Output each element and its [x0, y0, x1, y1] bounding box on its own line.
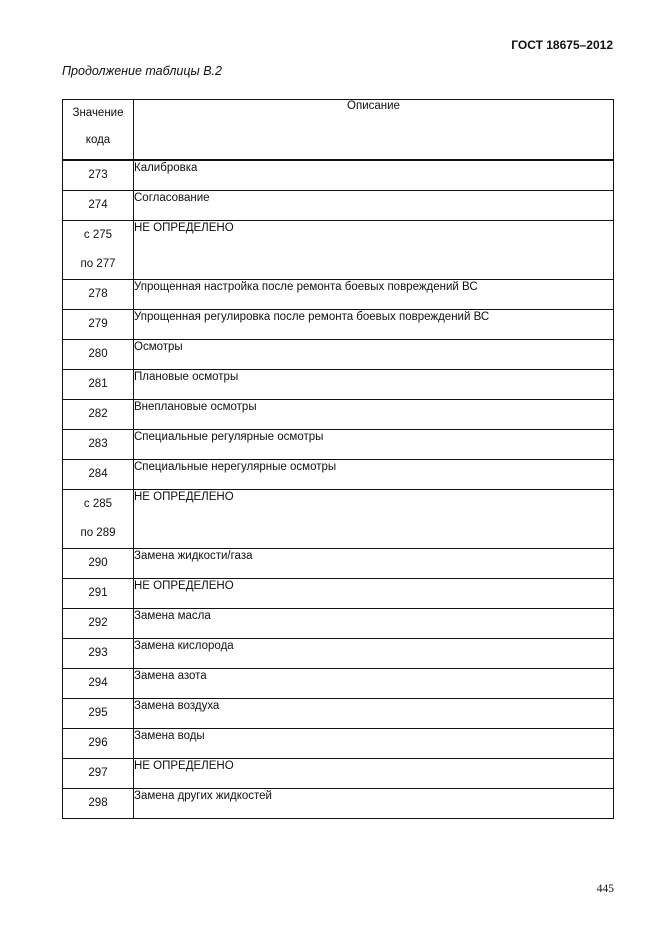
table-caption: Продолжение таблицы В.2 — [62, 64, 222, 78]
table-row — [63, 729, 614, 759]
description-cell: Упрощенная регулировка после ремонта боевых повреждений ВС — [134, 310, 614, 340]
table-row — [63, 310, 614, 340]
code-cell — [63, 370, 134, 400]
description-cell: Внеплановые осмотры — [134, 400, 614, 430]
description-cell: Специальные регулярные осмотры — [134, 430, 614, 460]
code-value: с 275 — [83, 229, 113, 241]
table-row — [63, 789, 614, 819]
code-cell — [63, 160, 134, 191]
column-header-code-line1: Значение — [72, 107, 124, 119]
column-header-description: Описание — [134, 100, 614, 161]
description-cell: Замена воздуха — [134, 699, 614, 729]
column-header-code — [63, 100, 134, 161]
code-value: 281 — [88, 378, 108, 390]
description-cell: Калибровка — [134, 160, 614, 191]
description-cell: Замена жидкости/газа — [134, 549, 614, 579]
code-value: 291 — [88, 587, 108, 599]
code-value: по 277 — [80, 258, 116, 270]
code-cell — [63, 759, 134, 789]
standard-code: ГОСТ 18675–2012 — [511, 38, 613, 52]
code-value: 295 — [88, 707, 108, 719]
code-cell — [63, 340, 134, 370]
code-value: 279 — [88, 318, 108, 330]
code-value: 296 — [88, 737, 108, 749]
table-row — [63, 579, 614, 609]
code-cell — [63, 430, 134, 460]
description-cell: НЕ ОПРЕДЕЛЕНО — [134, 490, 614, 549]
table-row — [63, 370, 614, 400]
description-cell: Замена масла — [134, 609, 614, 639]
table-row — [63, 639, 614, 669]
code-value: 292 — [88, 617, 108, 629]
code-cell — [63, 191, 134, 221]
table-row — [63, 699, 614, 729]
code-cell — [63, 460, 134, 490]
code-value: 284 — [88, 468, 108, 480]
code-value: 273 — [88, 169, 108, 181]
code-cell — [63, 221, 134, 280]
code-cell — [63, 789, 134, 819]
code-cell — [63, 729, 134, 759]
description-cell: Замена азота — [134, 669, 614, 699]
page-number: 445 — [596, 883, 614, 895]
table-row — [63, 340, 614, 370]
code-value: 298 — [88, 797, 108, 809]
description-cell: Плановые осмотры — [134, 370, 614, 400]
description-cell: Специальные нерегулярные осмотры — [134, 460, 614, 490]
description-cell: Замена других жидкостей — [134, 789, 614, 819]
table-row — [63, 280, 614, 310]
code-cell — [63, 699, 134, 729]
code-value: 297 — [88, 767, 108, 779]
codes-table — [62, 99, 614, 819]
table-row — [63, 490, 614, 549]
description-cell: Замена кислорода — [134, 639, 614, 669]
code-cell — [63, 669, 134, 699]
table-row — [63, 669, 614, 699]
table-header-row — [63, 100, 614, 161]
code-cell — [63, 579, 134, 609]
code-cell — [63, 549, 134, 579]
description-cell: Упрощенная настройка после ремонта боевых повреждений ВС — [134, 280, 614, 310]
description-cell: Осмотры — [134, 340, 614, 370]
table-row — [63, 400, 614, 430]
description-cell: НЕ ОПРЕДЕЛЕНО — [134, 579, 614, 609]
description-cell: Согласование — [134, 191, 614, 221]
code-cell — [63, 609, 134, 639]
description-cell: Замена воды — [134, 729, 614, 759]
code-value: 278 — [88, 288, 108, 300]
code-cell — [63, 310, 134, 340]
description-cell: НЕ ОПРЕДЕЛЕНО — [134, 221, 614, 280]
description-cell: НЕ ОПРЕДЕЛЕНО — [134, 759, 614, 789]
code-value: 282 — [88, 408, 108, 420]
code-cell — [63, 639, 134, 669]
table-row — [63, 221, 614, 280]
code-value: 274 — [88, 199, 108, 211]
code-value: 290 — [88, 557, 108, 569]
code-value: по 289 — [80, 527, 116, 539]
table-row — [63, 430, 614, 460]
table-row — [63, 160, 614, 191]
code-cell — [63, 400, 134, 430]
code-cell — [63, 490, 134, 549]
code-value: 283 — [88, 438, 108, 450]
code-value: с 285 — [83, 498, 113, 510]
column-header-code-line2: кода — [85, 134, 111, 146]
code-cell — [63, 280, 134, 310]
table-row — [63, 759, 614, 789]
table-row — [63, 191, 614, 221]
table-body — [63, 160, 614, 819]
table-row — [63, 549, 614, 579]
table-row — [63, 609, 614, 639]
code-value: 294 — [88, 677, 108, 689]
code-value: 293 — [88, 647, 108, 659]
table-row — [63, 460, 614, 490]
code-value: 280 — [88, 348, 108, 360]
